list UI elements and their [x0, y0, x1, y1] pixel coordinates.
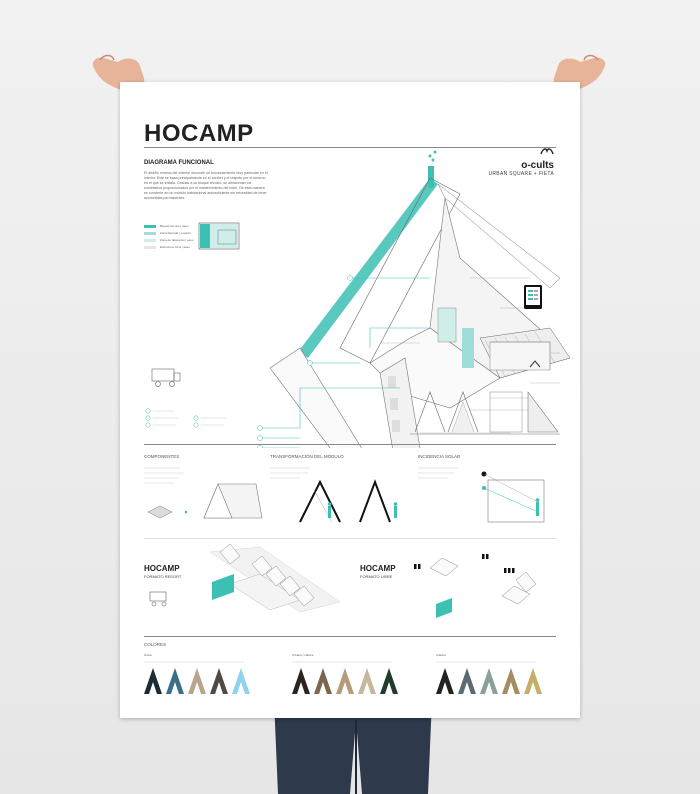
elevation-drawings [410, 337, 560, 437]
legend-swatch [144, 225, 156, 228]
brand-name: o-cults [521, 160, 554, 171]
section-divider [144, 444, 556, 445]
legend-label: Zona de descanso | aseo [160, 238, 194, 242]
color-swatch [210, 668, 228, 694]
color-swatch [480, 668, 498, 694]
color-swatch [314, 668, 332, 694]
format-resort-brand: HOCAMP [144, 564, 180, 573]
format-libre-label: FORMATO LIBRE [360, 574, 393, 579]
legend-label: Bloque técnico | aseo [160, 224, 189, 228]
legend-label: Estructura zona | aseo [160, 245, 190, 249]
color-palettes [144, 660, 556, 700]
section-divider [144, 538, 556, 539]
color-swatch [292, 668, 310, 694]
resort-cart-icon [148, 590, 172, 608]
service-cart-icon [150, 367, 182, 389]
brand-subtitle: URBAN SQUARE + FIETA [488, 171, 554, 177]
legend-swatch [144, 232, 156, 235]
format-libre-brand: HOCAMP [360, 564, 396, 573]
resort-format-drawing [200, 542, 350, 622]
poster-title: HOCAMP [144, 120, 254, 147]
diagram-heading: DIAGRAMA FUNCIONAL [144, 160, 214, 166]
legend-label: Zona llamada | espacio [160, 231, 191, 235]
incidencia-heading: INCIDENCIA SOLAR [418, 454, 461, 459]
legend-swatch [144, 246, 156, 249]
transformation-drawing [270, 462, 410, 526]
color-swatch [188, 668, 206, 694]
colores-heading: COLORES [144, 642, 167, 647]
tablet-device-icon [523, 284, 543, 310]
color-swatch [358, 668, 376, 694]
color-swatch [380, 668, 398, 694]
color-swatch [166, 668, 184, 694]
diagram-key-markers [144, 408, 244, 430]
color-swatch [144, 668, 162, 694]
transformacion-heading: TRANSFORMACIÓN DEL MÓDULO [270, 454, 344, 459]
solar-incidence-drawing [418, 462, 558, 526]
color-swatch [458, 668, 476, 694]
color-swatch [436, 668, 454, 694]
palette-label: Ártica [144, 653, 152, 657]
poster [120, 82, 580, 718]
palette-label: Clásica [436, 653, 446, 657]
color-swatch [524, 668, 542, 694]
section-divider [144, 636, 556, 637]
palette-label: Urbana | clásica [292, 653, 314, 657]
color-swatch [336, 668, 354, 694]
libre-format-drawing [412, 546, 562, 626]
color-swatch [502, 668, 520, 694]
diagram-paragraph: El diseño mínimo del exterior esconde un funcionamiento muy particular en el interior. Este se basa principalmente en el confort y el respeto por el entorno en el que se instala. Gracias a su bloque técnico, se almacenan los suministros proporcionados por el mantenimiento del hotel. De esta manera se convierte en un módulo habitacional autosuficiente sin necesidad de tener acometidas permanentes. [144, 171, 268, 200]
legend-swatch [144, 239, 156, 242]
componentes-heading: COMPONENTES [144, 454, 180, 459]
color-swatch [232, 668, 250, 694]
format-resort-label: FORMATO RESORT [144, 574, 182, 579]
components-drawing [144, 462, 264, 526]
